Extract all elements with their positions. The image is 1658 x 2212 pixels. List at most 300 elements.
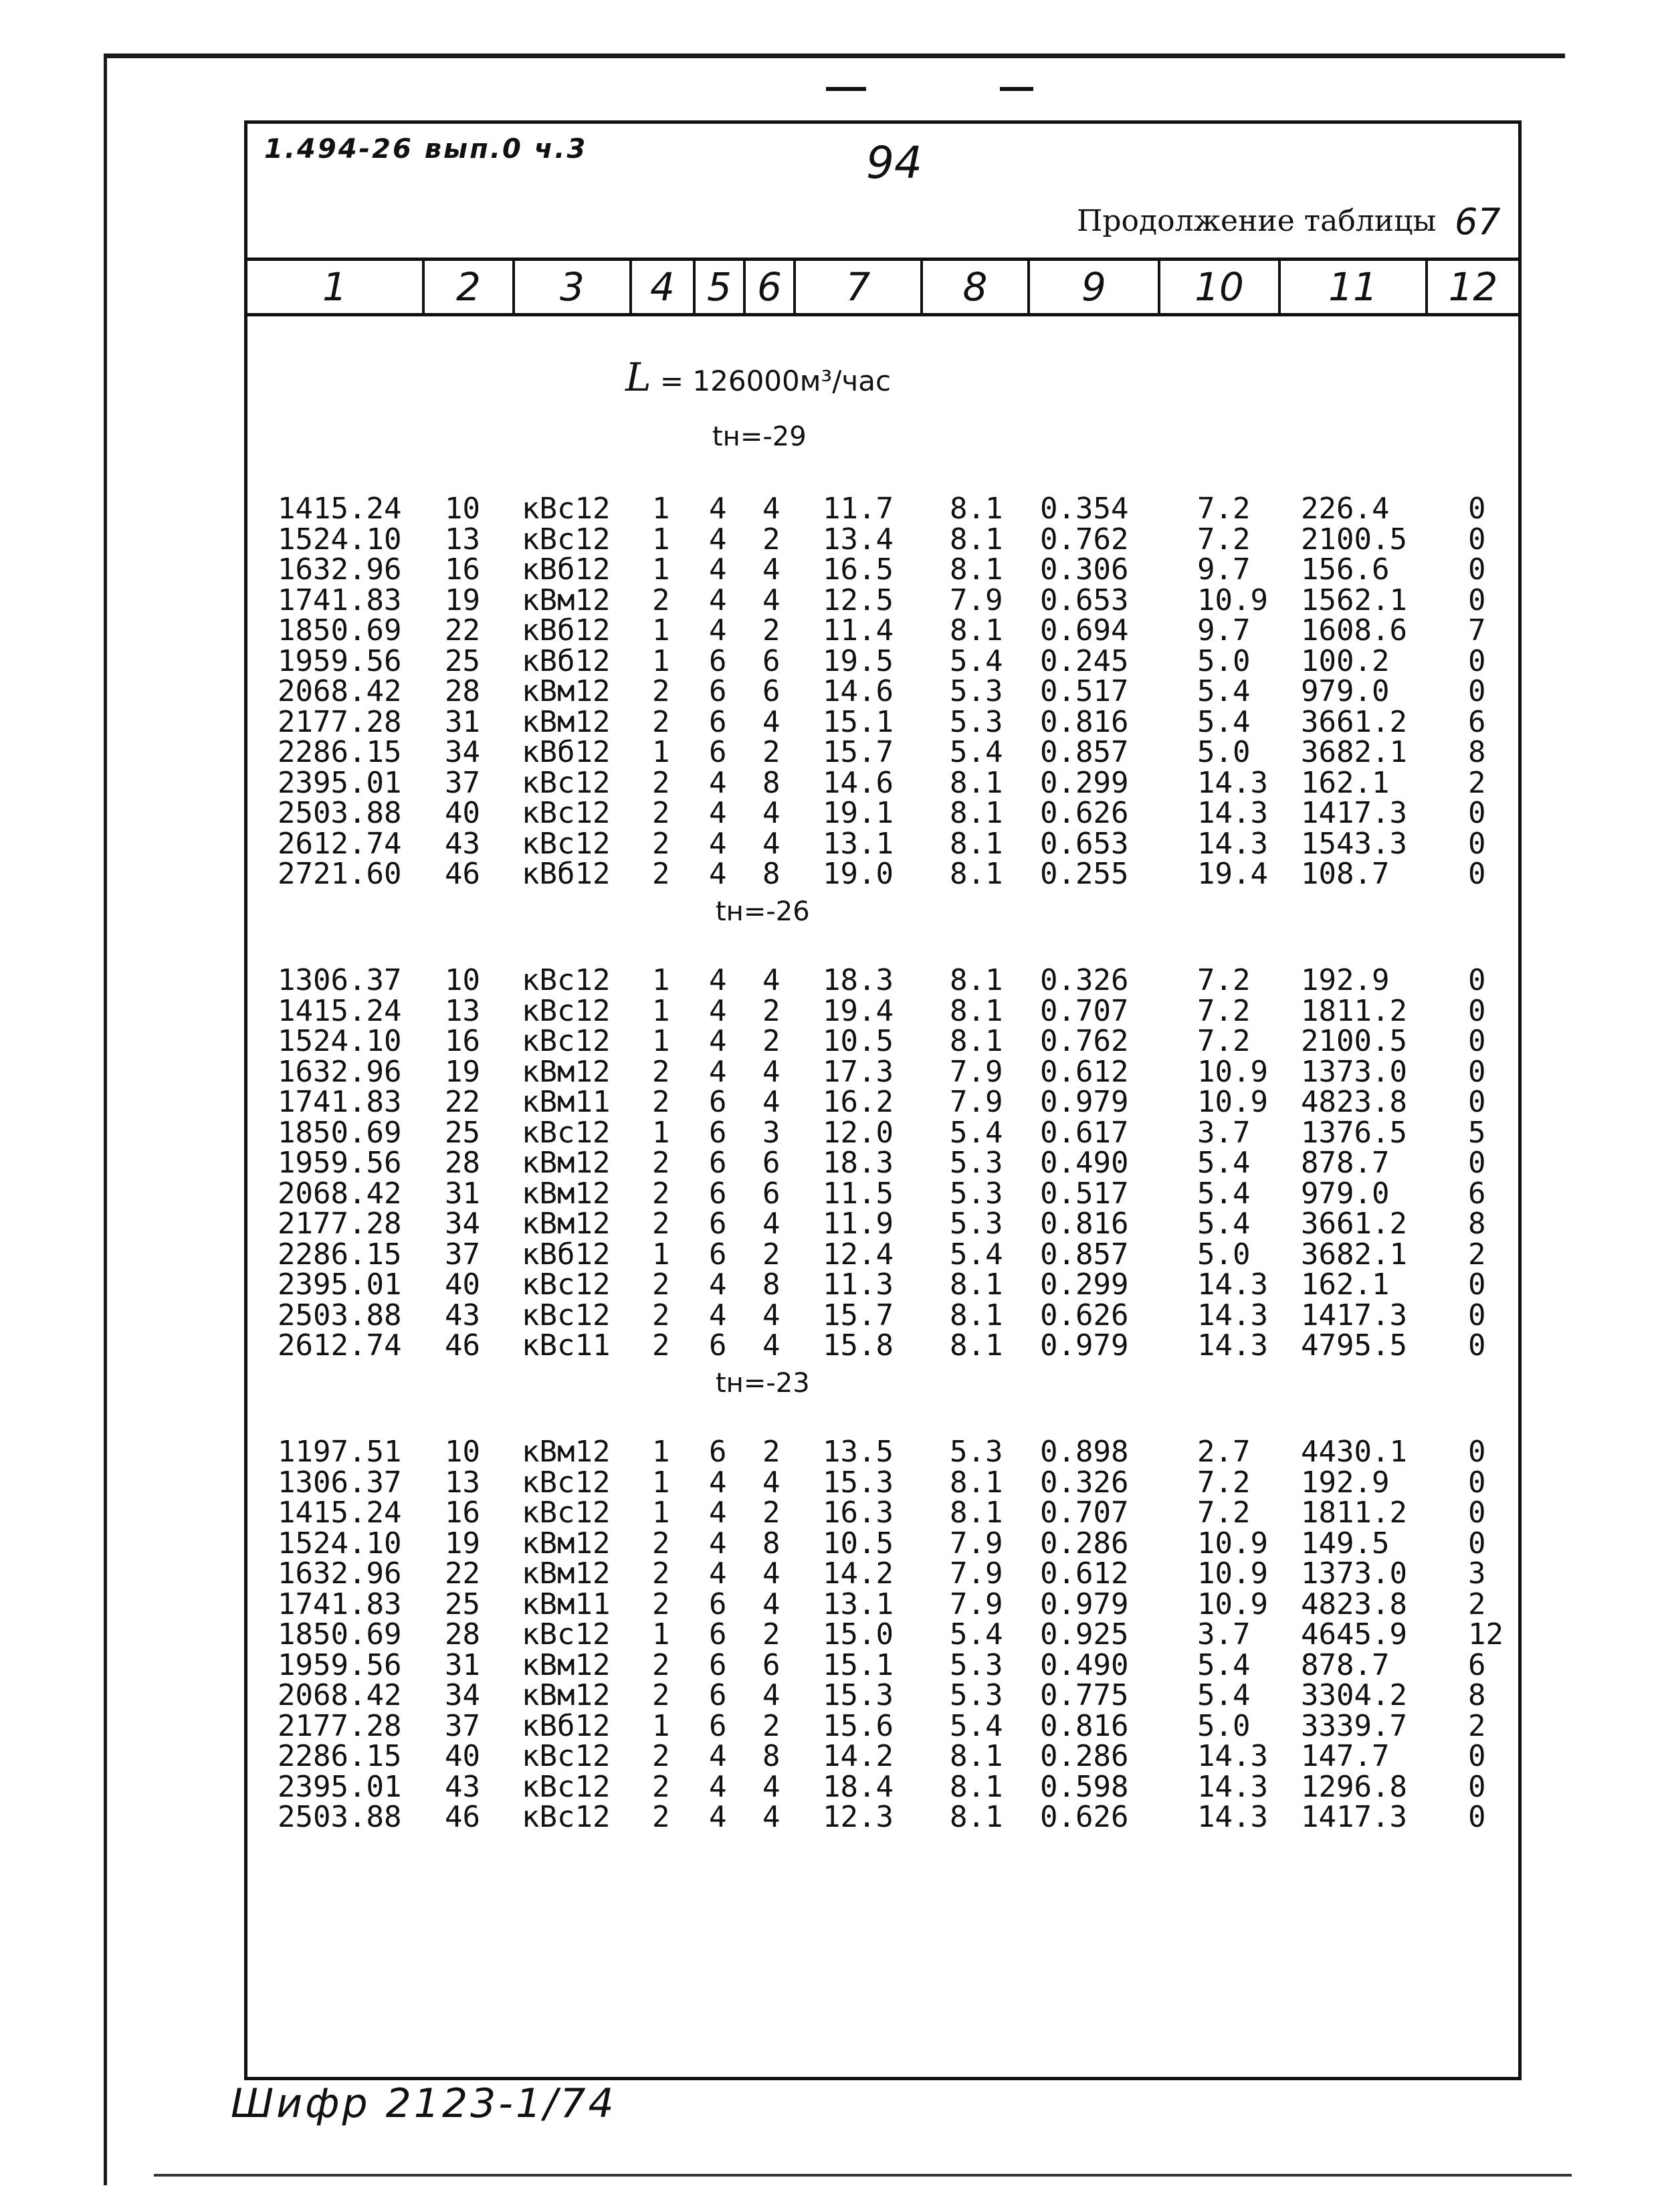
cell-col-11: 878.7 — [1301, 1146, 1390, 1180]
cell-col-8: 8.1 — [950, 857, 1003, 891]
cell-col-12: 0 — [1468, 552, 1486, 587]
cell-col-2: 13 — [445, 993, 480, 1028]
cell-col-5: 4 — [709, 796, 727, 830]
cell-col-3: кВс12 — [522, 522, 611, 557]
cell-col-5: 4 — [709, 1298, 727, 1332]
cell-col-12: 0 — [1468, 492, 1486, 526]
cell-col-1: 2177.28 — [278, 704, 402, 739]
cell-col-2: 25 — [445, 1115, 480, 1150]
cell-col-2: 16 — [445, 1496, 480, 1530]
cell-col-6: 2 — [762, 1237, 781, 1272]
column-header-7: 7 — [796, 261, 923, 313]
cell-col-6: 8 — [762, 857, 781, 891]
cell-col-4: 1 — [652, 1024, 670, 1058]
cell-col-8: 7.9 — [950, 1526, 1003, 1561]
cell-col-11: 1811.2 — [1301, 993, 1407, 1028]
cell-col-1: 2286.15 — [278, 735, 402, 769]
cell-col-2: 37 — [445, 765, 480, 800]
cell-col-2: 19 — [445, 1054, 480, 1089]
cell-col-7: 11.4 — [823, 613, 894, 647]
cell-col-7: 15.7 — [823, 1298, 894, 1332]
cell-col-8: 8.1 — [950, 826, 1003, 861]
cell-col-2: 34 — [445, 1678, 480, 1712]
cell-col-12: 2 — [1468, 765, 1486, 800]
cell-col-4: 2 — [652, 1268, 670, 1302]
cell-col-3: кВс12 — [522, 1268, 611, 1302]
cell-col-1: 2068.42 — [278, 1678, 402, 1712]
cell-col-5: 6 — [709, 1328, 727, 1363]
document-code: 1.494-26 вып.0 ч.3 — [264, 134, 588, 165]
cell-col-9: 0.245 — [1040, 643, 1129, 678]
cell-col-7: 14.2 — [823, 1739, 894, 1773]
cell-col-12: 0 — [1468, 1146, 1486, 1180]
column-header-11: 11 — [1281, 261, 1428, 313]
cell-col-9: 0.299 — [1040, 1268, 1129, 1302]
cell-col-12: 7 — [1468, 613, 1486, 647]
cell-col-5: 6 — [709, 1435, 727, 1469]
cell-col-3: кВс12 — [522, 765, 611, 800]
cell-col-11: 1417.3 — [1301, 1800, 1407, 1834]
cell-col-9: 0.490 — [1040, 1146, 1129, 1180]
cell-col-6: 8 — [762, 1526, 781, 1561]
cell-col-1: 1959.56 — [278, 643, 402, 678]
cell-col-8: 8.1 — [950, 552, 1003, 587]
cell-col-1: 2503.88 — [278, 1800, 402, 1834]
cell-col-2: 25 — [445, 643, 480, 678]
cell-col-10: 5.4 — [1197, 1647, 1251, 1682]
cell-col-7: 10.5 — [823, 1526, 894, 1561]
cell-col-6: 8 — [762, 1739, 781, 1773]
cell-col-4: 1 — [652, 1435, 670, 1469]
cell-col-3: кВс12 — [522, 1496, 611, 1530]
cell-col-3: кВс12 — [522, 1769, 611, 1804]
cell-col-7: 11.3 — [823, 1268, 894, 1302]
cell-col-9: 0.898 — [1040, 1435, 1129, 1469]
cell-col-6: 2 — [762, 1708, 781, 1743]
cell-col-6: 4 — [762, 1054, 781, 1089]
cell-col-8: 5.3 — [950, 674, 1003, 708]
cell-col-11: 4823.8 — [1301, 1085, 1407, 1119]
cell-col-3: кВм12 — [522, 704, 611, 739]
cell-col-10: 5.4 — [1197, 1146, 1251, 1180]
cell-col-11: 3661.2 — [1301, 1207, 1407, 1241]
cell-col-10: 7.2 — [1197, 993, 1251, 1028]
cell-col-10: 5.4 — [1197, 674, 1251, 708]
cell-col-8: 8.1 — [950, 1465, 1003, 1500]
cell-col-3: кВм12 — [522, 1647, 611, 1682]
cell-col-1: 1959.56 — [278, 1647, 402, 1682]
cell-col-4: 1 — [652, 1237, 670, 1272]
cell-col-6: 4 — [762, 1465, 781, 1500]
cell-col-7: 14.2 — [823, 1556, 894, 1591]
cell-col-7: 11.7 — [823, 492, 894, 526]
cell-col-4: 1 — [652, 735, 670, 769]
cell-col-10: 5.4 — [1197, 704, 1251, 739]
dash-mark — [1000, 87, 1033, 91]
cell-col-9: 0.286 — [1040, 1739, 1129, 1773]
cell-col-4: 2 — [652, 674, 670, 708]
cell-col-10: 7.2 — [1197, 492, 1251, 526]
cell-col-3: кВм12 — [522, 1054, 611, 1089]
cell-col-11: 1811.2 — [1301, 1496, 1407, 1530]
cell-col-8: 5.4 — [950, 643, 1003, 678]
flow-symbol: L — [625, 355, 651, 400]
cell-col-5: 4 — [709, 1769, 727, 1804]
cell-col-2: 22 — [445, 1556, 480, 1591]
cell-col-3: кВс12 — [522, 1617, 611, 1651]
cell-col-12: 6 — [1468, 1647, 1486, 1682]
cell-col-6: 8 — [762, 1268, 781, 1302]
cell-col-4: 2 — [652, 1769, 670, 1804]
cell-col-6: 2 — [762, 1435, 781, 1469]
cell-col-2: 40 — [445, 1739, 480, 1773]
cell-col-1: 1524.10 — [278, 1024, 402, 1058]
cell-col-8: 8.1 — [950, 613, 1003, 647]
cell-col-1: 2068.42 — [278, 1176, 402, 1211]
cell-col-2: 19 — [445, 583, 480, 617]
cell-col-11: 1376.5 — [1301, 1115, 1407, 1150]
cell-col-11: 878.7 — [1301, 1647, 1390, 1682]
cell-col-11: 2100.5 — [1301, 522, 1407, 557]
cell-col-1: 1197.51 — [278, 1435, 402, 1469]
cell-col-7: 11.5 — [823, 1176, 894, 1211]
cell-col-7: 15.1 — [823, 704, 894, 739]
cell-col-11: 4430.1 — [1301, 1435, 1407, 1469]
cell-col-2: 28 — [445, 1617, 480, 1651]
cell-col-2: 28 — [445, 674, 480, 708]
cell-col-9: 0.598 — [1040, 1769, 1129, 1804]
cell-col-1: 1306.37 — [278, 963, 402, 997]
cell-col-9: 0.626 — [1040, 1298, 1129, 1332]
cell-col-8: 5.4 — [950, 1617, 1003, 1651]
cell-col-12: 0 — [1468, 1465, 1486, 1500]
cell-col-2: 37 — [445, 1237, 480, 1272]
cell-col-3: кВб12 — [522, 735, 611, 769]
cell-col-10: 7.2 — [1197, 1024, 1251, 1058]
cell-col-8: 5.3 — [950, 1207, 1003, 1241]
cell-col-2: 19 — [445, 1526, 480, 1561]
cell-col-7: 17.3 — [823, 1054, 894, 1089]
cell-col-2: 43 — [445, 1769, 480, 1804]
cell-col-6: 4 — [762, 1678, 781, 1712]
cell-col-7: 15.7 — [823, 735, 894, 769]
cell-col-3: кВм11 — [522, 1587, 611, 1621]
cell-col-3: кВс12 — [522, 826, 611, 861]
cell-col-10: 14.3 — [1197, 765, 1268, 800]
cell-col-2: 34 — [445, 1207, 480, 1241]
cell-col-10: 5.0 — [1197, 1708, 1251, 1743]
cell-col-1: 2721.60 — [278, 857, 402, 891]
cell-col-10: 10.9 — [1197, 1085, 1268, 1119]
cell-col-12: 0 — [1468, 796, 1486, 830]
column-header-1: 1 — [247, 261, 425, 313]
cell-col-2: 28 — [445, 1146, 480, 1180]
cell-col-4: 1 — [652, 643, 670, 678]
cell-col-4: 2 — [652, 826, 670, 861]
cell-col-5: 4 — [709, 1465, 727, 1500]
cell-col-2: 25 — [445, 1587, 480, 1621]
cell-col-12: 0 — [1468, 1024, 1486, 1058]
cell-col-2: 46 — [445, 857, 480, 891]
cell-col-1: 2177.28 — [278, 1207, 402, 1241]
cell-col-9: 0.612 — [1040, 1556, 1129, 1591]
cell-col-6: 4 — [762, 1328, 781, 1363]
cell-col-7: 19.0 — [823, 857, 894, 891]
cell-col-12: 0 — [1468, 857, 1486, 891]
cell-col-8: 5.4 — [950, 1237, 1003, 1272]
cell-col-5: 6 — [709, 1085, 727, 1119]
cell-col-12: 0 — [1468, 1769, 1486, 1804]
cell-col-11: 1296.8 — [1301, 1769, 1407, 1804]
cell-col-9: 0.979 — [1040, 1085, 1129, 1119]
cell-col-9: 0.762 — [1040, 522, 1129, 557]
cell-col-7: 15.3 — [823, 1465, 894, 1500]
cell-col-11: 226.4 — [1301, 492, 1390, 526]
cell-col-8: 5.4 — [950, 1115, 1003, 1150]
cell-col-4: 2 — [652, 1526, 670, 1561]
cell-col-1: 1850.69 — [278, 1115, 402, 1150]
temperature-heading: tн=-23 — [716, 1368, 810, 1399]
cell-col-1: 1741.83 — [278, 1085, 402, 1119]
cell-col-3: кВс12 — [522, 1800, 611, 1834]
cell-col-12: 0 — [1468, 643, 1486, 678]
cell-col-9: 0.326 — [1040, 1465, 1129, 1500]
cell-col-4: 2 — [652, 1146, 670, 1180]
cell-col-11: 4795.5 — [1301, 1328, 1407, 1363]
cell-col-5: 4 — [709, 492, 727, 526]
cell-col-9: 0.626 — [1040, 796, 1129, 830]
cell-col-9: 0.517 — [1040, 674, 1129, 708]
cell-col-11: 147.7 — [1301, 1739, 1390, 1773]
cell-col-5: 4 — [709, 993, 727, 1028]
cell-col-5: 4 — [709, 1024, 727, 1058]
cell-col-1: 2286.15 — [278, 1739, 402, 1773]
cell-col-1: 1741.83 — [278, 583, 402, 617]
cell-col-5: 6 — [709, 1237, 727, 1272]
cell-col-5: 4 — [709, 1054, 727, 1089]
cell-col-5: 4 — [709, 1526, 727, 1561]
cell-col-9: 0.857 — [1040, 735, 1129, 769]
cell-col-2: 40 — [445, 1268, 480, 1302]
cell-col-4: 2 — [652, 1054, 670, 1089]
column-header-10: 10 — [1160, 261, 1281, 313]
cell-col-12: 0 — [1468, 1435, 1486, 1469]
cell-col-5: 4 — [709, 613, 727, 647]
cell-col-11: 3304.2 — [1301, 1678, 1407, 1712]
cell-col-2: 31 — [445, 1176, 480, 1211]
cell-col-11: 1373.0 — [1301, 1556, 1407, 1591]
cell-col-1: 1632.96 — [278, 552, 402, 587]
cell-col-7: 18.4 — [823, 1769, 894, 1804]
cell-col-2: 10 — [445, 492, 480, 526]
cell-col-9: 0.857 — [1040, 1237, 1129, 1272]
cell-col-6: 4 — [762, 583, 781, 617]
cell-col-8: 8.1 — [950, 1024, 1003, 1058]
cell-col-3: кВс12 — [522, 963, 611, 997]
cell-col-2: 16 — [445, 1024, 480, 1058]
cell-col-12: 3 — [1468, 1556, 1486, 1591]
cell-col-1: 1415.24 — [278, 1496, 402, 1530]
cell-col-9: 0.517 — [1040, 1176, 1129, 1211]
cell-col-5: 6 — [709, 643, 727, 678]
cell-col-9: 0.299 — [1040, 765, 1129, 800]
cell-col-3: кВс12 — [522, 1739, 611, 1773]
airflow-heading — [625, 355, 891, 400]
cell-col-6: 4 — [762, 1556, 781, 1591]
cell-col-12: 0 — [1468, 1496, 1486, 1530]
cell-col-10: 2.7 — [1197, 1435, 1251, 1469]
cell-col-8: 5.3 — [950, 1435, 1003, 1469]
cell-col-7: 11.9 — [823, 1207, 894, 1241]
cell-col-9: 0.979 — [1040, 1587, 1129, 1621]
cell-col-12: 0 — [1468, 522, 1486, 557]
cell-col-8: 8.1 — [950, 796, 1003, 830]
cell-col-2: 37 — [445, 1708, 480, 1743]
cell-col-5: 6 — [709, 1647, 727, 1682]
cell-col-7: 13.1 — [823, 826, 894, 861]
cell-col-5: 6 — [709, 1617, 727, 1651]
cell-col-12: 0 — [1468, 1739, 1486, 1773]
cell-col-3: кВм11 — [522, 1085, 611, 1119]
cell-col-5: 4 — [709, 1556, 727, 1591]
cell-col-7: 16.2 — [823, 1085, 894, 1119]
cell-col-8: 7.9 — [950, 1587, 1003, 1621]
cell-col-5: 4 — [709, 857, 727, 891]
cell-col-10: 10.9 — [1197, 1526, 1268, 1561]
cell-col-8: 5.4 — [950, 735, 1003, 769]
cell-col-3: кВм12 — [522, 1435, 611, 1469]
cell-col-1: 2395.01 — [278, 1769, 402, 1804]
cell-col-4: 2 — [652, 1556, 670, 1591]
cell-col-12: 6 — [1468, 1176, 1486, 1211]
cell-col-8: 5.3 — [950, 1678, 1003, 1712]
cell-col-10: 3.7 — [1197, 1115, 1251, 1150]
cell-col-1: 1959.56 — [278, 1146, 402, 1180]
cell-col-9: 0.490 — [1040, 1647, 1129, 1682]
cell-col-8: 5.3 — [950, 1647, 1003, 1682]
cell-col-12: 2 — [1468, 1587, 1486, 1621]
cell-col-8: 8.1 — [950, 522, 1003, 557]
cell-col-6: 2 — [762, 1496, 781, 1530]
cell-col-11: 162.1 — [1301, 765, 1390, 800]
cell-col-2: 31 — [445, 1647, 480, 1682]
cell-col-5: 6 — [709, 1115, 727, 1150]
cell-col-3: кВм12 — [522, 1556, 611, 1591]
cell-col-5: 4 — [709, 522, 727, 557]
cell-col-10: 9.7 — [1197, 613, 1251, 647]
column-header-2: 2 — [425, 261, 515, 313]
cell-col-1: 2395.01 — [278, 765, 402, 800]
cell-col-4: 2 — [652, 1085, 670, 1119]
cell-col-4: 1 — [652, 1708, 670, 1743]
cell-col-1: 1850.69 — [278, 613, 402, 647]
cell-col-10: 14.3 — [1197, 1268, 1268, 1302]
cell-col-4: 2 — [652, 583, 670, 617]
cell-col-10: 7.2 — [1197, 1465, 1251, 1500]
cell-col-4: 1 — [652, 522, 670, 557]
cell-col-11: 1417.3 — [1301, 796, 1407, 830]
cell-col-3: кВс12 — [522, 1024, 611, 1058]
cell-col-8: 8.1 — [950, 1268, 1003, 1302]
cell-col-5: 4 — [709, 552, 727, 587]
cell-col-2: 43 — [445, 1298, 480, 1332]
cell-col-7: 16.3 — [823, 1496, 894, 1530]
cell-col-8: 8.1 — [950, 1298, 1003, 1332]
cell-col-6: 4 — [762, 826, 781, 861]
cell-col-8: 8.1 — [950, 765, 1003, 800]
cell-col-1: 1524.10 — [278, 522, 402, 557]
cell-col-8: 7.9 — [950, 1085, 1003, 1119]
cell-col-6: 4 — [762, 1298, 781, 1332]
cell-col-7: 12.3 — [823, 1800, 894, 1834]
cell-col-8: 8.1 — [950, 1328, 1003, 1363]
cell-col-3: кВб12 — [522, 552, 611, 587]
cell-col-1: 2177.28 — [278, 1708, 402, 1743]
cell-col-11: 100.2 — [1301, 643, 1390, 678]
cell-col-4: 2 — [652, 1678, 670, 1712]
cell-col-9: 0.326 — [1040, 963, 1129, 997]
cell-col-5: 6 — [709, 1176, 727, 1211]
cell-col-3: кВс11 — [522, 1328, 611, 1363]
cell-col-11: 149.5 — [1301, 1526, 1390, 1561]
cell-col-1: 1306.37 — [278, 1465, 402, 1500]
cell-col-6: 4 — [762, 1800, 781, 1834]
cell-col-3: кВм12 — [522, 1207, 611, 1241]
cell-col-1: 2395.01 — [278, 1268, 402, 1302]
cell-col-7: 15.3 — [823, 1678, 894, 1712]
cell-col-7: 12.0 — [823, 1115, 894, 1150]
cell-col-1: 2612.74 — [278, 1328, 402, 1363]
cell-col-8: 7.9 — [950, 583, 1003, 617]
temperature-heading: tн=-29 — [712, 421, 807, 452]
cell-col-6: 6 — [762, 643, 781, 678]
cell-col-1: 2503.88 — [278, 1298, 402, 1332]
cell-col-7: 15.1 — [823, 1647, 894, 1682]
cell-col-10: 10.9 — [1197, 1587, 1268, 1621]
cell-col-12: 2 — [1468, 1237, 1486, 1272]
cell-col-5: 6 — [709, 1207, 727, 1241]
cell-col-5: 4 — [709, 826, 727, 861]
cell-col-5: 6 — [709, 704, 727, 739]
cell-col-10: 7.2 — [1197, 963, 1251, 997]
cell-col-4: 1 — [652, 1115, 670, 1150]
cell-col-9: 0.707 — [1040, 993, 1129, 1028]
cell-col-7: 18.3 — [823, 1146, 894, 1180]
cell-col-12: 8 — [1468, 735, 1486, 769]
cell-col-8: 8.1 — [950, 1496, 1003, 1530]
cell-col-10: 5.0 — [1197, 1237, 1251, 1272]
cell-col-12: 0 — [1468, 1085, 1486, 1119]
cell-col-7: 12.5 — [823, 583, 894, 617]
cell-col-9: 0.306 — [1040, 552, 1129, 587]
cell-col-10: 3.7 — [1197, 1617, 1251, 1651]
cell-col-11: 192.9 — [1301, 963, 1390, 997]
cell-col-3: кВм12 — [522, 1678, 611, 1712]
cell-col-7: 14.6 — [823, 765, 894, 800]
cell-col-2: 13 — [445, 1465, 480, 1500]
cell-col-1: 2286.15 — [278, 1237, 402, 1272]
cell-col-5: 6 — [709, 1146, 727, 1180]
cell-col-11: 108.7 — [1301, 857, 1390, 891]
cell-col-8: 8.1 — [950, 993, 1003, 1028]
cell-col-8: 8.1 — [950, 1769, 1003, 1804]
cell-col-4: 2 — [652, 1739, 670, 1773]
cell-col-5: 4 — [709, 583, 727, 617]
cell-col-5: 6 — [709, 1587, 727, 1621]
cell-col-9: 0.816 — [1040, 1708, 1129, 1743]
cell-col-6: 2 — [762, 522, 781, 557]
cell-col-3: кВм12 — [522, 1146, 611, 1180]
